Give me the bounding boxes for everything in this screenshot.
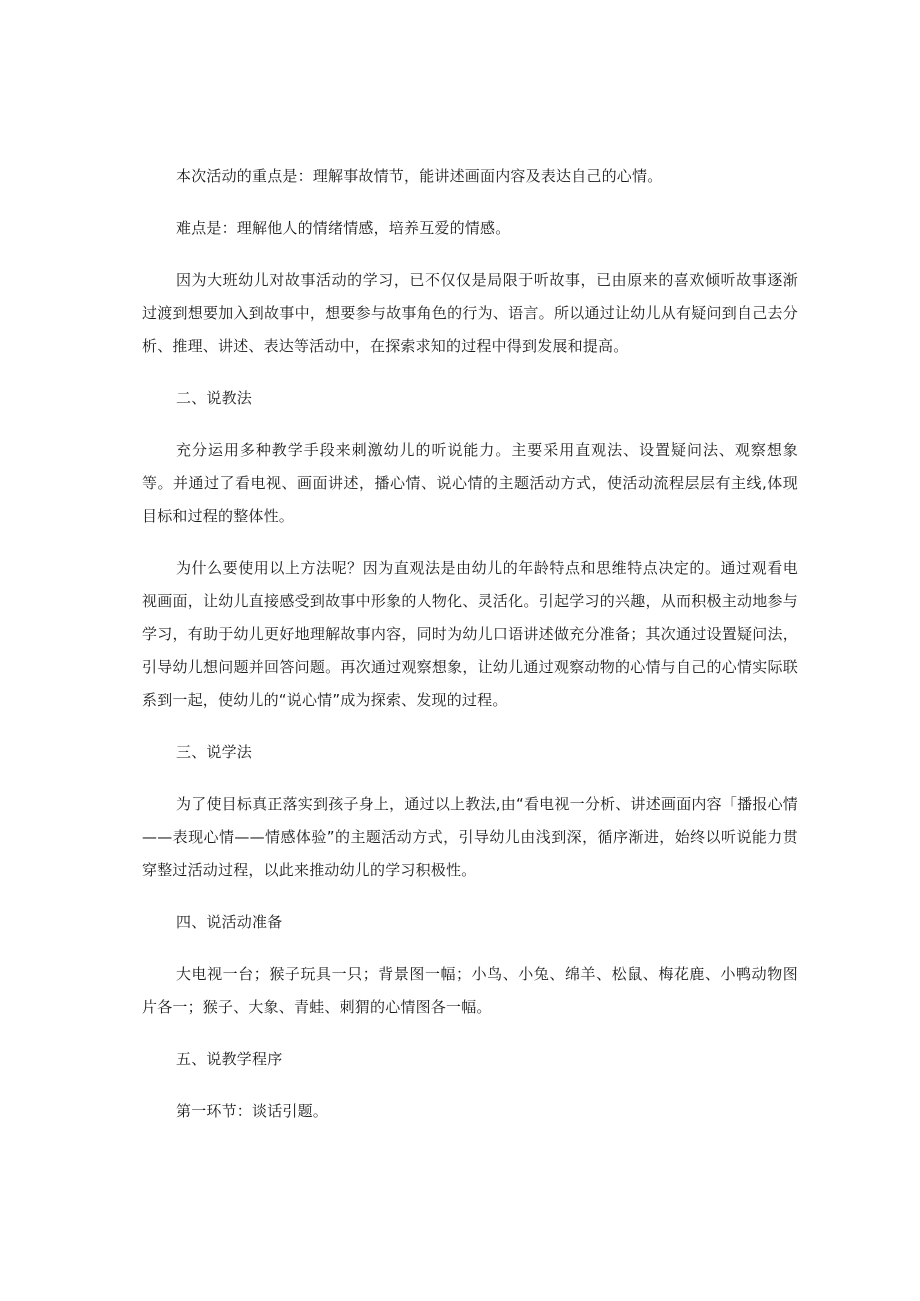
preparation-paragraph: 大电视一台；猴子玩具一只；背景图一幅；小鸟、小兔、绵羊、松鼠、梅花鹿、小鸭动物图片各一；猴子、大象、青蛙、刺猬的心情图各一幅。 — [142, 965, 798, 1016]
key-point-paragraph: 本次活动的重点是：理解事故情节，能讲述画面内容及表达自己的心情。 — [176, 167, 663, 185]
learning-method-paragraph: 为了使目标真正落实到孩子身上，通过以上教法,由“看电视一分析、讲述画面内容「播报心情——表现心情——情感体验”的主题活动方式，引导幼儿由浅到深，循序渐进，始终以听说能力贯穿整过活动过程，以此来推动幼儿的学习积极性。 — [142, 795, 798, 879]
teaching-method-paragraph: 充分运用多种教学手段来刺激幼儿的听说能力。主要采用直观法、设置疑问法、观察想象等。并通过了看电视、画面讲述，播心情、说心情的主题活动方式，使活动流程层层有主线,体现目标和过程的整体性。 — [142, 441, 798, 525]
document-body — [142, 160, 798, 1147]
difficulty-paragraph: 难点是：理解他人的情绪情感，培养互爱的情感。 — [176, 219, 511, 237]
section-heading-procedure: 五、说教学程序 — [176, 1050, 283, 1068]
section-heading-teaching-method: 二、说教法 — [176, 389, 253, 407]
section-heading-preparation: 四、说活动准备 — [176, 913, 283, 931]
first-step-paragraph: 第一环节：谈话引题。 — [176, 1102, 329, 1120]
rationale-paragraph: 因为大班幼儿对故事活动的学习，已不仅仅是局限于听故事，已由原来的喜欢倾听故事逐渐过渡到想要加入到故事中，想要参与故事角色的行为、语言。所以通过让幼儿从有疑问到自己去分析、推理、讲述、表达等活动中，在探索求知的过程中得到发展和提高。 — [142, 271, 798, 355]
section-heading-learning-method: 三、说学法 — [176, 743, 253, 761]
method-reason-paragraph: 为什么要使用以上方法呢？因为直观法是由幼儿的年龄特点和思维特点决定的。通过观看电视画面，让幼儿直接感受到故事中形象的人物化、灵活化。引起学习的兴趣，从而积极主动地参与学习，有助于幼儿更好地理解故事内容，同时为幼儿口语讲述做充分准备；其次通过设置疑问法，引导幼儿想问题并回答问题。再次通过观察想象，让幼儿通过观察动物的心情与自己的心情实际联系到一起，使幼儿的“说心情”成为探索、发现的过程。 — [142, 559, 798, 709]
